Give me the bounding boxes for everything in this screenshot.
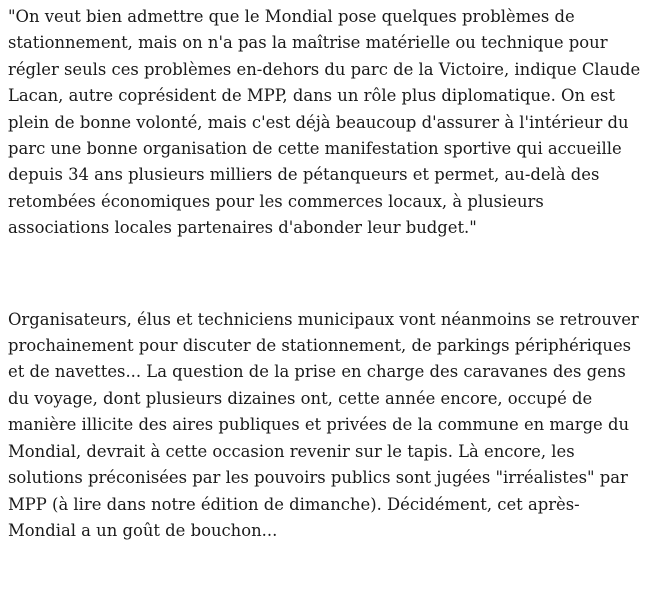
paragraph-spacer <box>8 242 644 307</box>
article-body <box>8 4 644 544</box>
quote-paragraph: "On veut bien admettre que le Mondial pose quelques problèmes de stationnement, mais on n'a pas la maîtrise matérielle ou technique pour régler seuls ces problèmes en-dehors du parc de la Victoire, indique Claude Lacan, autre coprésident de MPP, dans un rôle plus diplomatique. On est plein de bonne volonté, mais c'est déjà beaucoup d'assurer à l'intérieur du parc une bonne organisation de cette manifestation sportive qui accueille depuis 34 ans plusieurs milliers de pétanqueurs et permet, au-delà des retombées économiques pour les commerces locaux, à plusieurs associations locales partenaires d'abonder leur budget." <box>8 7 641 238</box>
body-paragraph: Organisateurs, élus et techniciens municipaux vont néanmoins se retrouver prochainement pour discuter de stationnement, de parkings périphériques et de navettes... La question de la prise en charge des caravanes des gens du voyage, dont plusieurs dizaines ont, cette année encore, occupé de manière illicite des aires publiques et privées de la commune en marge du Mondial, devrait à cette occasion revenir sur le tapis. Là encore, les solutions préconisées par les pouvoirs publics sont jugées "irréalistes" par MPP (à lire dans notre édition de dimanche). Décidément, cet après-Mondial a un goût de bouchon... <box>8 309 639 540</box>
